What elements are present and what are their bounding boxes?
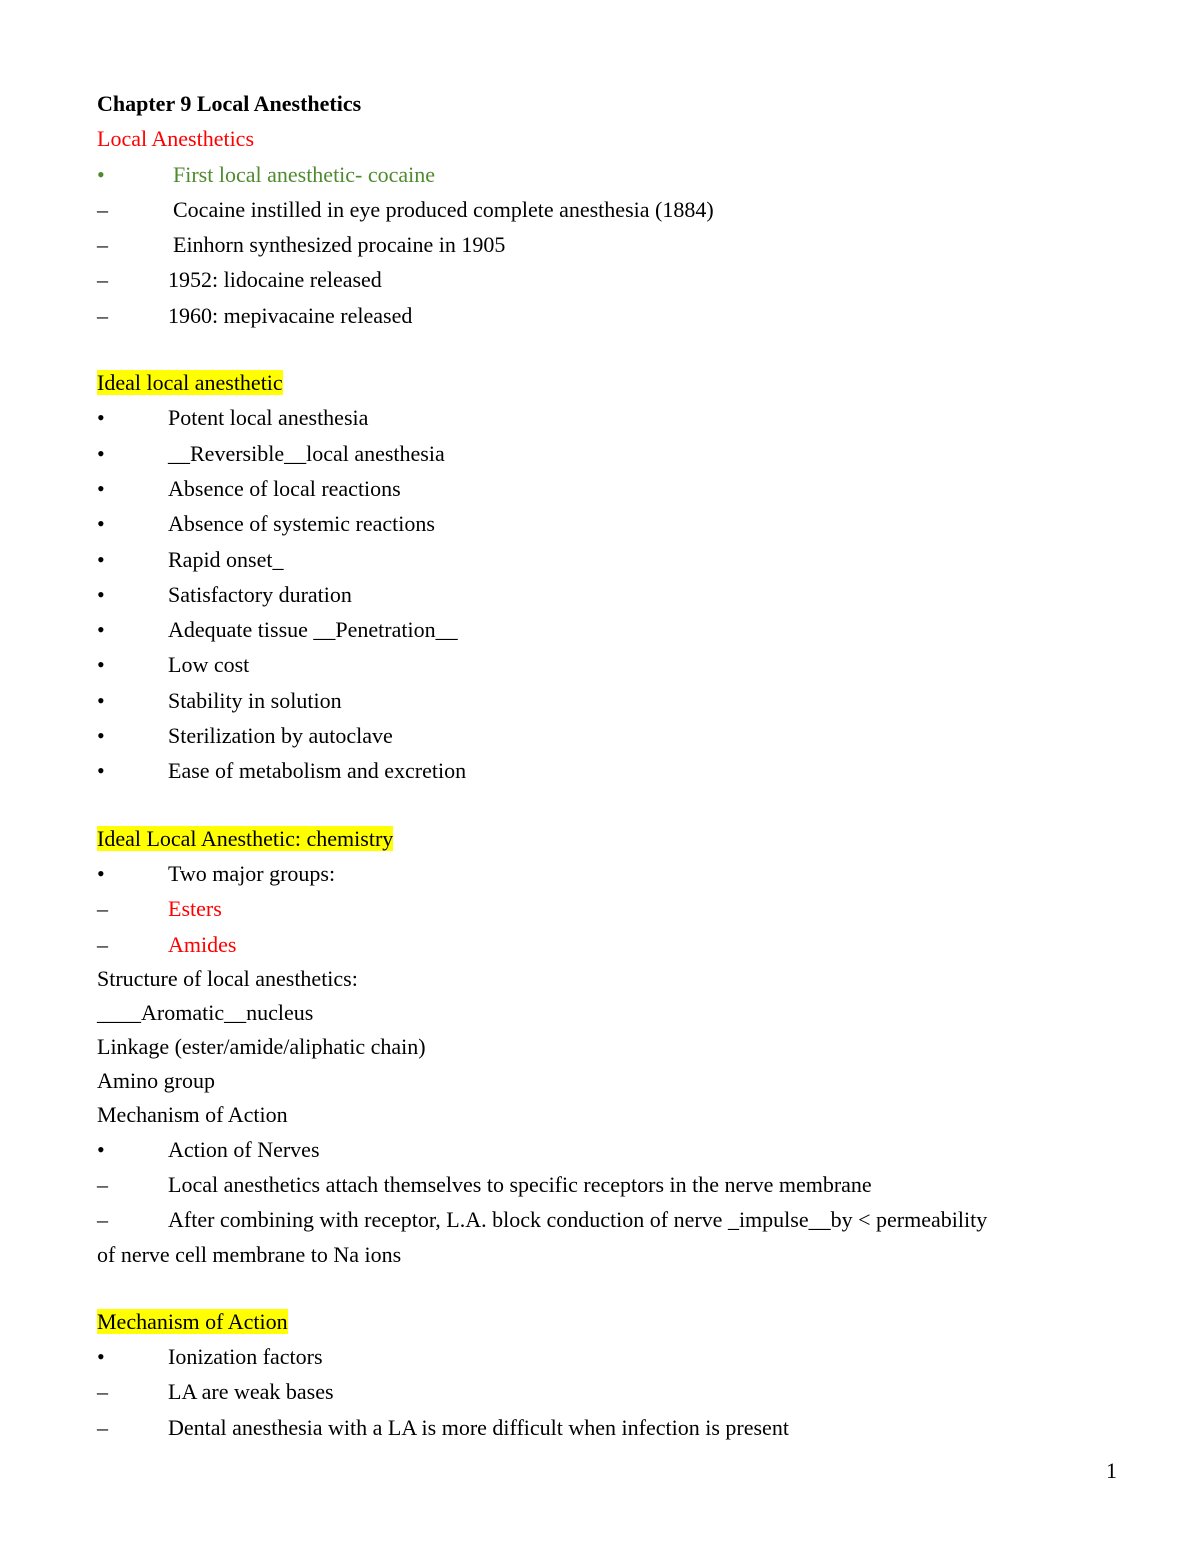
list-item (97, 1374, 1127, 1409)
list-item (97, 577, 1127, 612)
list-item (97, 298, 1127, 333)
dash-icon: – (97, 196, 108, 222)
list-item-text: Dental anesthesia with a LA is more difficult when infection is present (168, 1414, 789, 1440)
bullet-icon: • (97, 860, 105, 886)
list-item (97, 400, 1127, 435)
document-body (97, 86, 1127, 1445)
paragraph: Amino group (97, 1067, 215, 1093)
list-item-text: Amides (168, 931, 237, 957)
list-item-text: 1952: lidocaine released (168, 267, 382, 293)
dash-icon: – (97, 1414, 108, 1440)
list-item-text: First local anesthetic- cocaine (173, 161, 436, 187)
list-item-text: __Reversible__local anesthesia (168, 440, 445, 466)
list-item-text: Rapid onset_ (168, 546, 284, 572)
list-item-text: Cocaine instilled in eye produced complete anesthesia (1884) (173, 196, 714, 222)
list-item-text: Two major groups: (168, 860, 336, 886)
paragraph: Linkage (ester/amide/aliphatic chain) (97, 1033, 426, 1059)
list-item (97, 542, 1127, 577)
bullet-icon: • (97, 652, 105, 678)
dash-icon: – (97, 267, 108, 293)
list-item (97, 506, 1127, 541)
list-item-text: Einhorn synthesized procaine in 1905 (173, 232, 506, 258)
list-item-text: Low cost (168, 652, 250, 678)
list-item (97, 718, 1127, 753)
list-item (97, 157, 1127, 192)
dash-icon: – (97, 931, 108, 957)
bullet-icon: • (97, 475, 105, 501)
bullet-icon: • (97, 405, 105, 431)
dash-icon: – (97, 1207, 108, 1233)
ideal-properties-list (97, 400, 1127, 788)
dash-icon: – (97, 1379, 108, 1405)
list-item (97, 1410, 1127, 1445)
list-item (97, 647, 1127, 682)
list-item-text: Action of Nerves (168, 1136, 320, 1162)
highlighted-heading: Ideal local anesthetic (97, 370, 283, 396)
bullet-icon: • (97, 440, 105, 466)
list-item-text: Absence of local reactions (168, 475, 401, 501)
highlighted-heading: Mechanism of Action (97, 1308, 288, 1334)
list-item (97, 612, 1127, 647)
paragraph: ____Aromatic__nucleus (97, 999, 314, 1025)
spacer (97, 789, 1127, 821)
document-title: Chapter 9 Local Anesthetics (97, 91, 362, 116)
list-item (97, 227, 1127, 262)
list-item-continuation: of nerve cell membrane to Na ions (97, 1241, 402, 1267)
list-item-text: Sterilization by autoclave (168, 723, 393, 749)
bullet-icon: • (97, 546, 105, 572)
highlighted-heading: Ideal Local Anesthetic: chemistry (97, 825, 394, 851)
section-heading-chemistry (97, 821, 1127, 856)
spacer (97, 333, 1127, 365)
list-item-text: Stability in solution (168, 687, 342, 713)
list-item-text: Potent local anesthesia (168, 405, 369, 431)
bullet-icon: • (97, 723, 105, 749)
list-item-text: Ease of metabolism and excretion (168, 758, 467, 784)
list-item (97, 683, 1127, 718)
list-item-text: Absence of systemic reactions (168, 511, 435, 537)
list-item-text: After combining with receptor, L.A. block conduction of nerve _impulse__by < permeability (168, 1207, 988, 1233)
list-item (97, 1202, 1127, 1237)
dash-icon: – (97, 1172, 108, 1198)
list-item (97, 891, 1127, 926)
list-item (97, 927, 1127, 962)
list-item-text: Satisfactory duration (168, 581, 352, 607)
paragraph: Mechanism of Action (97, 1101, 288, 1127)
bullet-icon: • (97, 1344, 105, 1370)
dash-icon: – (97, 232, 108, 258)
list-item (97, 1132, 1127, 1167)
section-heading-local-anesthetics: Local Anesthetics (97, 126, 255, 152)
list-item-text: Esters (168, 896, 222, 922)
spacer (97, 1272, 1127, 1304)
bullet-icon: • (97, 1136, 105, 1162)
section-heading-mechanism-of-action (97, 1304, 1127, 1339)
list-item-text: Local anesthetics attach themselves to specific receptors in the nerve membrane (168, 1172, 872, 1198)
list-item-text: 1960: mepivacaine released (168, 302, 413, 328)
list-item (97, 856, 1127, 891)
dash-icon: – (97, 302, 108, 328)
list-item-text: Adequate tissue __Penetration__ (168, 617, 458, 643)
section-heading-ideal-local-anesthetic (97, 365, 1127, 400)
list-item (97, 471, 1127, 506)
bullet-icon: • (97, 511, 105, 537)
list-item (97, 753, 1127, 788)
bullet-icon: • (97, 581, 105, 607)
list-item (97, 192, 1127, 227)
bullet-icon: • (97, 758, 105, 784)
bullet-icon: • (97, 617, 105, 643)
bullet-icon: • (97, 161, 105, 187)
dash-icon: – (97, 896, 108, 922)
list-item (97, 1339, 1127, 1374)
bullet-icon: • (97, 687, 105, 713)
list-item (97, 1167, 1127, 1202)
list-item (97, 262, 1127, 297)
paragraph: Structure of local anesthetics: (97, 965, 358, 991)
list-item-text: Ionization factors (168, 1344, 323, 1370)
page-number: 1 (1106, 1458, 1117, 1483)
list-item-text: LA are weak bases (168, 1379, 334, 1405)
list-item (97, 436, 1127, 471)
